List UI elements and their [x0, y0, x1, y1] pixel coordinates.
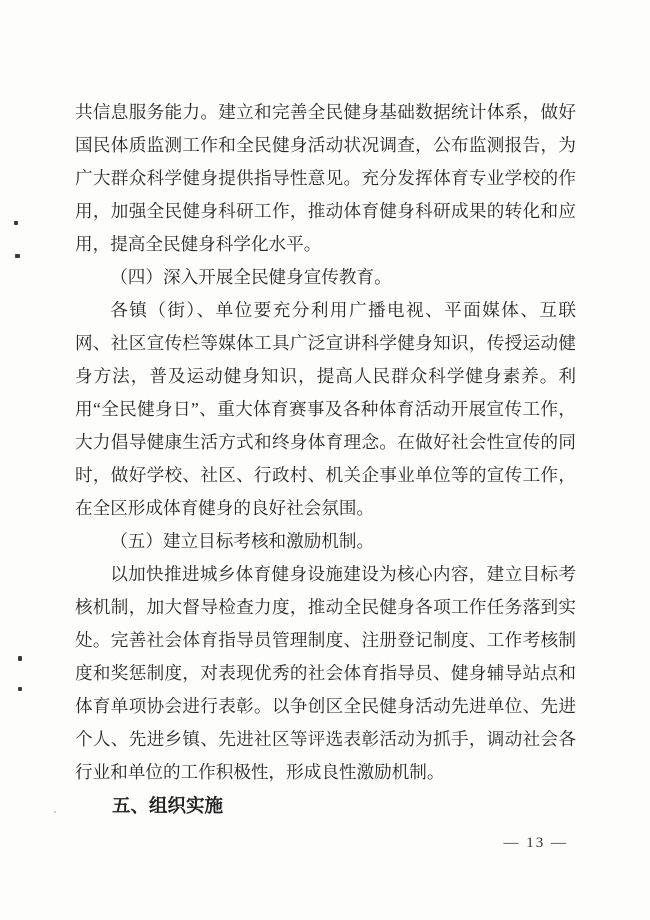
paragraph-publicity-education: 各镇（街）、单位要充分利用广播电视、平面媒体、互联网、社区宣传栏等媒体工具广泛宣讲科学健身知识，传授运动健身方法，普及运动健身知识，提高人民群众科学健身素养。利用“全民健身日”、重大体育赛事及各种体育活动开展宣传工作，大力倡导健康生活方式和终身体育理念。在做好社会性宣传的同时，做好学校、社区、行政村、机关企事业单位等的宣传工作，在全区形成体育健身的良好社会氛围。 [75, 300, 576, 518]
document-body [75, 96, 576, 823]
subsection-heading-four: （四）深入开展全民健身宣传教育。 [110, 267, 392, 287]
page-number: — 13 — [503, 835, 568, 851]
scan-speck [15, 254, 20, 258]
scan-speck [18, 687, 22, 691]
subsection-heading-five: （五）建立目标考核和激励机制。 [110, 531, 375, 551]
chapter-heading-organization: 五、组织实施 [112, 795, 224, 816]
scan-speck [54, 811, 56, 813]
paragraph-continuation: 共信息服务能力。建立和完善全民健身基础数据统计体系，做好国民体质监测工作和全民健身活动状况调查，公布监测报告，为广大群众科学健身提供指导性意见。充分发挥体育专业学校的作用，加强全民健身科研工作，推动体育健身科研成果的转化和应用，提高全民健身科学化水平。 [75, 102, 576, 254]
scan-speck [18, 656, 22, 661]
scan-speck [14, 221, 18, 225]
paragraph-assessment-incentive: 以加快推进城乡体育健身设施建设为核心内容，建立目标考核机制，加大督导检查力度，推动全民健身各项工作任务落到实处。完善社会体育指导员管理制度、注册登记制度、工作考核制度和奖惩制度，对表现优秀的社会体育指导员、健身辅导站点和体育单项协会进行表彰。以争创区全民健身活动先进单位、先进个人、先进乡镇、先进社区等评选表彰活动为抓手，调动社会各行业和单位的工作积极性，形成良性激励机制。 [75, 564, 576, 782]
